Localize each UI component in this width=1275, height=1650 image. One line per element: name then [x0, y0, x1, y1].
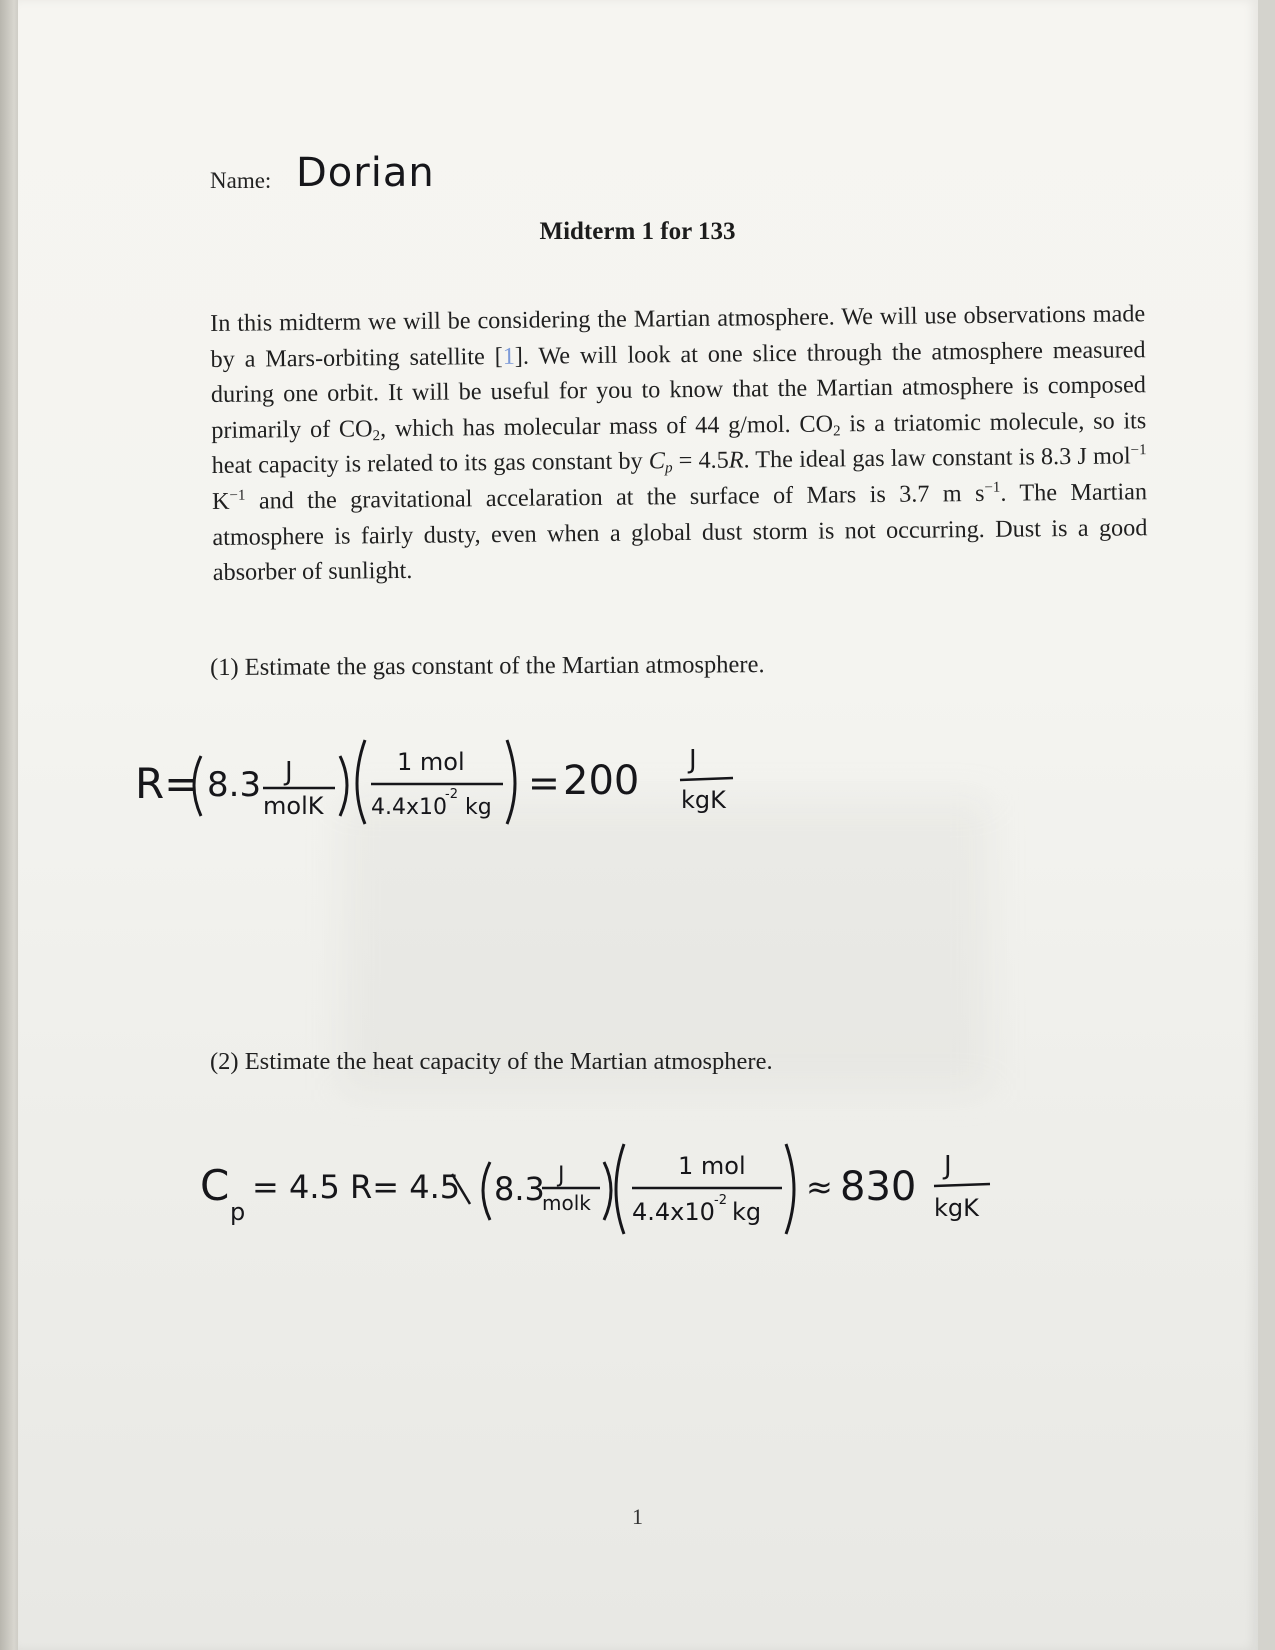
paren-open	[357, 740, 365, 824]
answer-1-res-unit-num: J	[689, 745, 697, 775]
answer-2-approx: ≈	[806, 1168, 833, 1206]
page-title: Midterm 1 for 133	[539, 218, 736, 245]
paren-close	[507, 740, 515, 824]
answer-2-result: 830	[840, 1164, 917, 1210]
superscript: −1	[984, 479, 1001, 496]
subscript: 2	[372, 428, 381, 445]
r-symbol: R	[728, 446, 744, 474]
paren-close	[604, 1162, 611, 1220]
answer-2-res-unit-den: kgK	[934, 1194, 979, 1222]
answer-2-frac-den-a: 4.4x10	[632, 1198, 715, 1226]
answer-1-result: 200	[563, 758, 640, 804]
answer-2-step1: = 4.5 R= 4.5	[252, 1168, 461, 1206]
paper-shadow	[343, 800, 988, 1090]
answer-2-frac-num: 1 mol	[678, 1152, 746, 1180]
intro-text: is a triatomic molecule, so its heat capacity is related to its gas constant by	[211, 406, 1147, 480]
cp-symbol: C	[648, 447, 666, 475]
intro-text: , which has molecular mass of 44 g/mol. CO	[379, 410, 834, 443]
fraction-bar	[934, 1184, 990, 1186]
handwritten-name: Dorian	[296, 150, 435, 196]
answer-2-handwritten	[200, 1130, 1040, 1255]
intro-paragraph	[210, 296, 1148, 591]
question-1: (1) Estimate the gas constant of the Martian atmosphere.	[210, 651, 765, 681]
answer-2-unit-den: molk	[542, 1191, 591, 1215]
intro-text: In this midterm we will be considering the Martian atmosphere. We will use observations made by a Mars-orbiting satellite [	[210, 300, 1146, 373]
answer-2-frac-den-b: kg	[732, 1198, 762, 1226]
paren-close	[340, 756, 347, 816]
answer-1-unit-num: J	[285, 757, 293, 787]
paren-close	[786, 1144, 794, 1234]
answer-1-frac-den-a: 4.4x10	[371, 795, 448, 820]
superscript: −1	[229, 487, 246, 504]
subscript: 2	[832, 423, 841, 440]
answer-1-frac-den-exp: -2	[445, 787, 458, 802]
intro-text: . The ideal gas law constant is 8.3 J mol	[743, 442, 1131, 474]
superscript: −1	[1130, 442, 1147, 459]
paren-open	[616, 1144, 624, 1234]
answer-1-res-unit-den: kgK	[681, 786, 726, 814]
question-2: (2) Estimate the heat capacity of the Martian atmosphere.	[210, 1048, 773, 1075]
answer-1-handwritten	[135, 728, 775, 838]
intro-text: ]. We will look at one slice through the atmosphere measured during one orbit. It will be useful for you to know that the Martian atmosphere is composed primarily of CO	[210, 335, 1147, 444]
intro-text: and the gravitational accelaration at the surface of Mars is 3.7 m s	[245, 479, 985, 515]
fraction-bar	[680, 778, 733, 780]
answer-1-unit-den: molK	[263, 792, 324, 820]
answer-2-frac-den-exp: -2	[714, 1193, 727, 1208]
answer-2-lhs-sub: p	[230, 1198, 246, 1226]
subscript: p	[664, 460, 673, 477]
answer-1-frac-den-b: kg	[465, 795, 492, 820]
intro-text: = 4.5	[672, 446, 729, 475]
answer-1-coef: 8.3	[207, 765, 262, 805]
answer-1-frac-num: 1 mol	[397, 748, 465, 776]
name-label: Name:	[210, 168, 272, 193]
intro-text: K	[211, 487, 230, 515]
answer-2-unit-num: J	[558, 1163, 565, 1188]
answer-2-coef: 8.3	[494, 1170, 545, 1208]
citation-link[interactable]: 1	[502, 342, 515, 370]
answer-2-res-unit-num: J	[944, 1151, 952, 1181]
answer-1-lhs: R=	[135, 759, 200, 808]
page-number: 1	[632, 1504, 643, 1529]
intro-text: . The Martian atmosphere is fairly dusty, even when a global dust storm is not occurring. Dust is a good absorber of sunlight.	[212, 478, 1148, 587]
answer-1-equals: =	[528, 761, 560, 805]
paren-open	[483, 1162, 490, 1220]
answer-2-lhs-main: C	[200, 1161, 230, 1210]
